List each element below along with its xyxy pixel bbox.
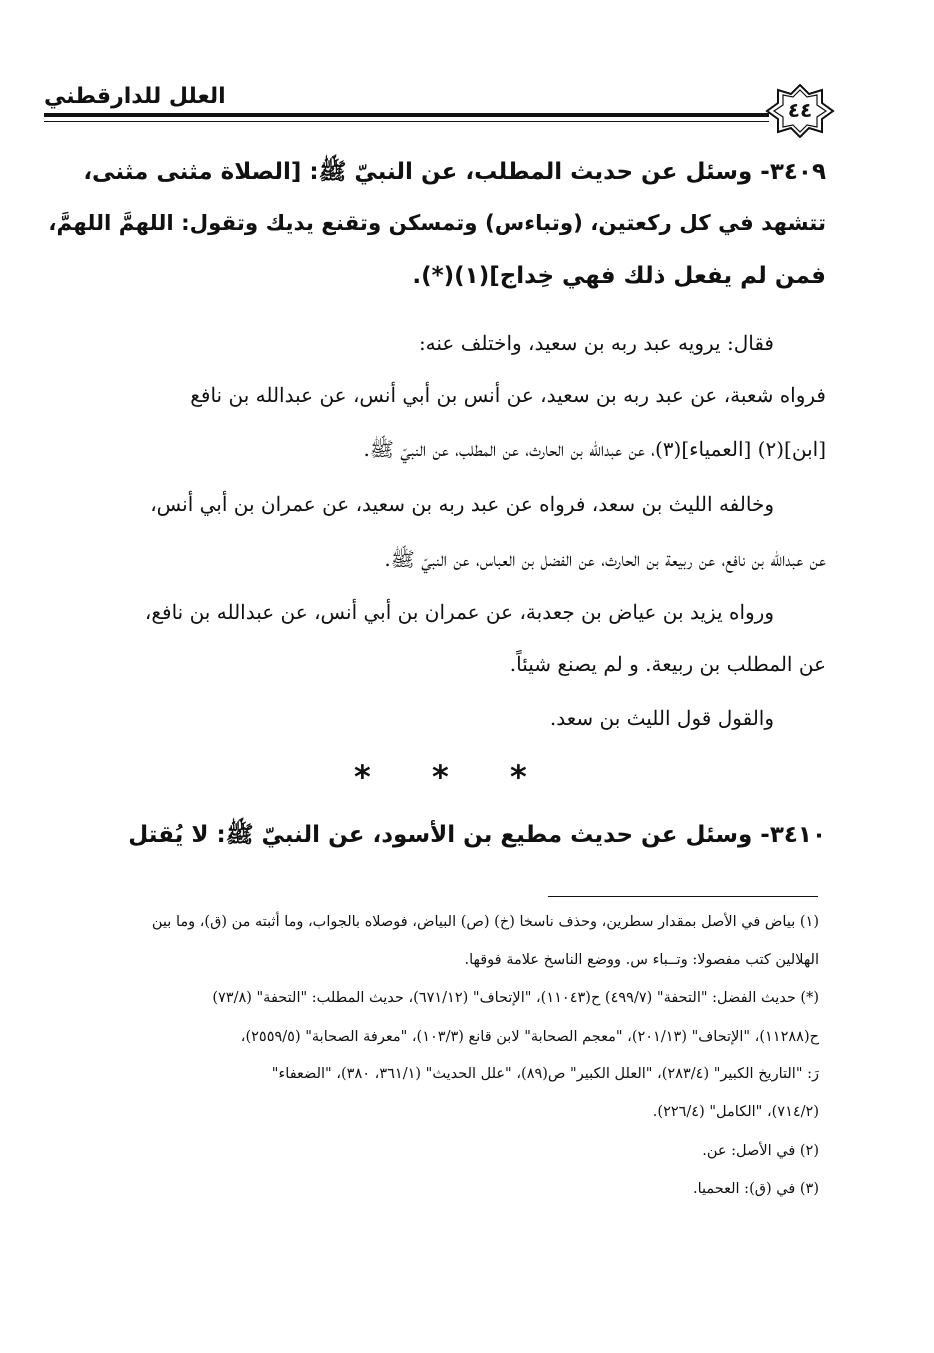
body-paragraph-4-line-2: عن المطلب بن ربيعة. و لم يصنع شيئاً.: [509, 652, 826, 676]
separator-star: *: [354, 758, 371, 796]
body-paragraph-5: والقول قول الليث بن سعد.: [549, 706, 774, 730]
entry-3409-line-2: تتشهد في كل ركعتين، (وتباءس) وتمسكن وتقنع يديك وتقول: اللهمَّ اللهمَّ،: [48, 211, 826, 236]
entry-3410-line-1: ٣٤١٠- وسئل عن حديث مطيع بن الأسود، عن النبيّ ﷺ: لا يُقتل: [128, 822, 826, 848]
running-book-title: العلل للدارقطني: [44, 84, 226, 109]
entry-3409-line-3: فمن لم يفعل ذلك فهي خِداج](١)(*).: [412, 263, 826, 289]
footnote-3: (٣) في (ق): العحميا.: [692, 1181, 819, 1197]
body-paragraph-4-line-1: ورواه يزيد بن عياض بن جعدبة، عن عمران بن أبي أنس، عن عبدالله بن نافع،: [144, 600, 774, 624]
body-paragraph-3-line-1: وخالفه الليث بن سعد، فرواه عن عبد ربه بن سعيد، عن عمران بن أبي أنس،: [150, 492, 774, 516]
body-paragraph-2-line-2: [ابن](٢) [العمياء](٣)، عن عبدالله بن الحارث، عن المطلب، عن النبيّ ﷺ.: [363, 437, 826, 461]
body-paragraph-2-line-1: فرواه شعبة، عن عبد ربه بن سعيد، عن أنس بن أبي أنس، عن عبدالله بن نافع: [190, 383, 826, 407]
footnote-star-line-4: (٧١٤/٢)، "الكامل" (٢٢٦/٤).: [652, 1104, 819, 1120]
header-rule-thick: [44, 113, 769, 117]
section-separator: [0, 758, 934, 798]
page-number-badge: [765, 84, 835, 138]
footnote-separator-rule: [548, 896, 818, 897]
footnote-2: (٢) في الأصل: عن.: [702, 1143, 819, 1159]
footnote-star-line-1: (*) حديث الفضل: "التحفة" (٤٩٩/٧) ح(١١٠٤٣)، "الإتحاف" (٦٧١/١٢)، حديث المطلب: "التحفة" (٧٣/٨): [212, 990, 819, 1006]
footnote-1-line-1: (١) بياض في الأصل بمقدار سطرين، وحذف ناسخا (خ) (ص) البياض، فوصلاه بالجواب، وما أثبته من (ق)، وما بين: [151, 914, 819, 930]
body-paragraph-3-line-2: عن عبدالله بن نافع، عن ربيعة بن الحارث، عن الفضل بن العباس، عن النبيّ ﷺ.: [384, 547, 826, 571]
separator-star: *: [510, 758, 527, 796]
page-number: ٤٤: [787, 98, 813, 122]
separator-star: *: [432, 758, 449, 796]
footnote-star-line-3: رَ: "التاريخ الكبير" (٢٨٣/٤)، "العلل الكبير" ص(٨٩)، "علل الحديث" (٣٦١/١، ٣٨٠)، "الضعفاء": [271, 1066, 819, 1082]
entry-3409-line-1: ٣٤٠٩- وسئل عن حديث المطلب، عن النبيّ ﷺ: [الصلاة مثنى مثنى،: [83, 159, 826, 185]
body-paragraph-1: فقال: يرويه عبد ربه بن سعيد، واختلف عنه:: [418, 331, 774, 355]
footnote-1-line-2: الهلالين كتب مفصولا: وتــباء س. ووضع الناسخ علامة فوقها.: [464, 952, 819, 968]
header-rule-thin: [44, 121, 769, 122]
footnote-star-line-2: ح(١١٢٨٨)، "الإتحاف" (٢٠١/١٣)، "معجم الصحابة" لابن قانع (١٠٣/٣)، "معرفة الصحابة" (٢٥٥٩/٥)،: [240, 1029, 819, 1045]
